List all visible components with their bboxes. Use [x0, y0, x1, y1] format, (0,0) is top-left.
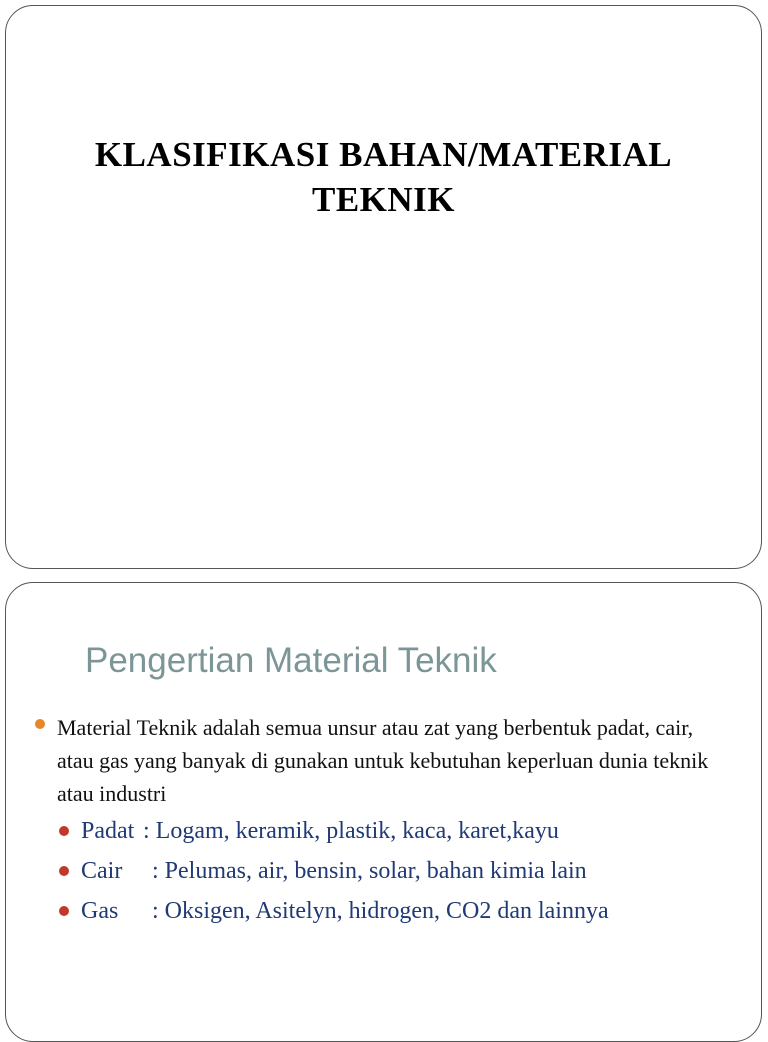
slide-title-heading [6, 132, 761, 222]
bullet-dot-icon [59, 826, 69, 836]
bullet-dot-icon [59, 906, 69, 916]
slide-definition [5, 582, 762, 1042]
slide-heading: Pengertian Material Teknik [85, 641, 497, 680]
list-item-label: Gas [81, 898, 119, 924]
list-item [59, 895, 739, 935]
sub-bullet-list [59, 815, 739, 935]
bullet-dot-icon [35, 719, 45, 729]
bullet-dot-icon [59, 866, 69, 876]
title-line-2: TEKNIK [311, 180, 456, 219]
list-item-value: : Pelumas, air, bensin, solar, bahan kimia lain [152, 858, 587, 884]
slide-title [5, 5, 762, 569]
list-item [59, 815, 739, 855]
list-item [59, 855, 739, 895]
title-line-1: KLASIFIKASI BAHAN/MATERIAL [94, 135, 673, 174]
list-item-value: : Oksigen, Asitelyn, hidrogen, CO2 dan lainnya [152, 898, 609, 924]
list-item-label: Padat [81, 818, 135, 844]
main-bullet [29, 711, 729, 810]
list-item-value: : Logam, keramik, plastik, kaca, karet,kayu [143, 818, 559, 844]
list-item-label: Cair [81, 858, 123, 884]
main-bullet-text: Material Teknik adalah semua unsur atau zat yang berbentuk padat, cair, atau gas yang banyak di gunakan untuk kebutuhan keperluan dunia teknik atau industri [57, 715, 709, 806]
